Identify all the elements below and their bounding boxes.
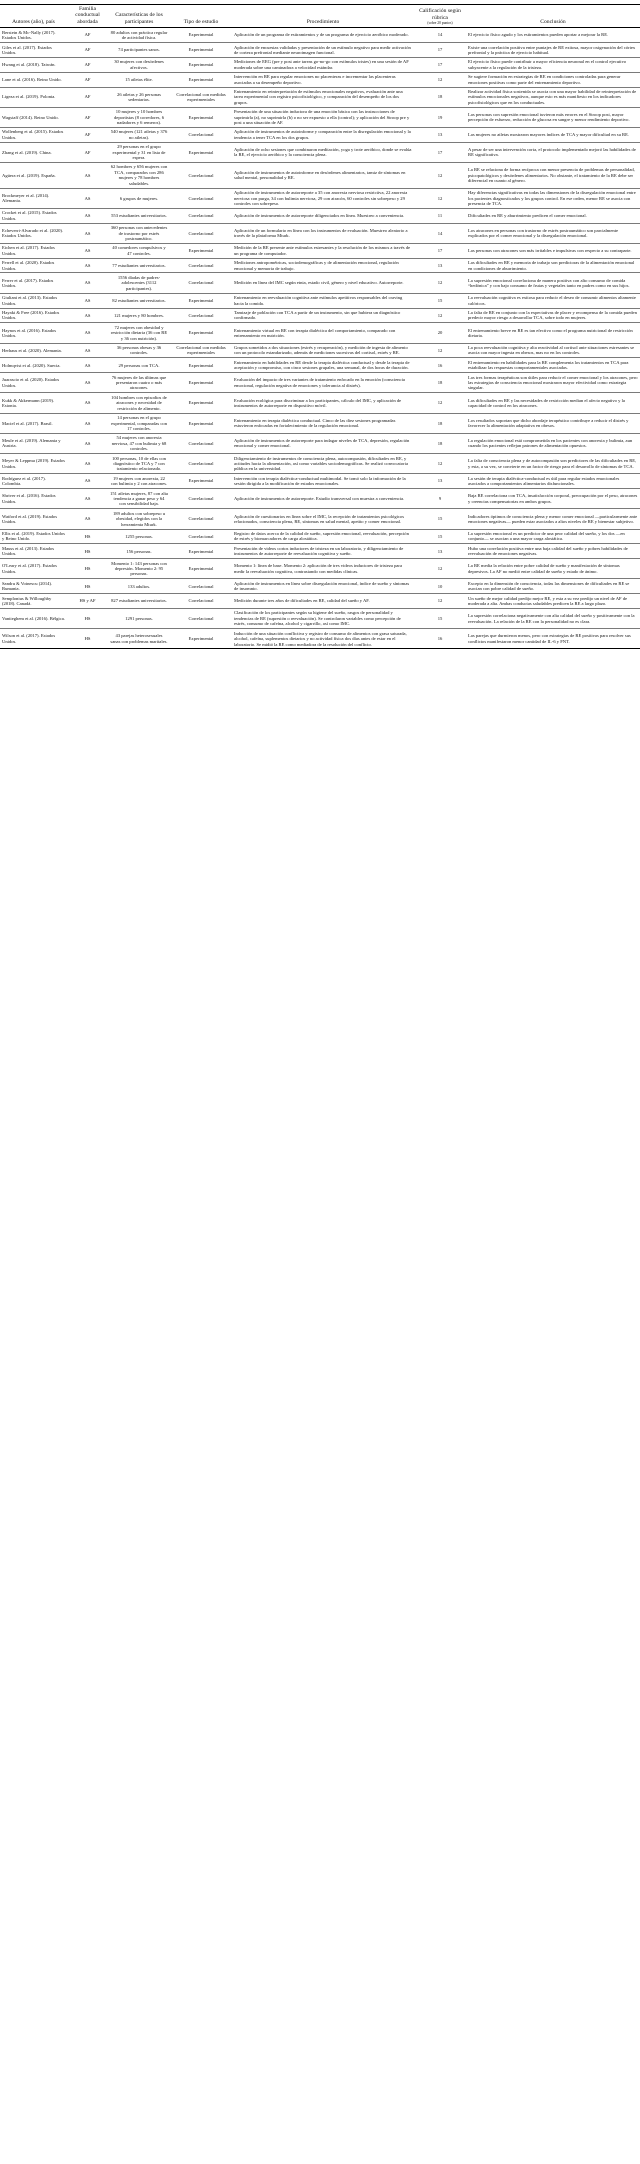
cell-family: AS <box>67 393 108 413</box>
table-row <box>0 28 640 43</box>
cell-study-type: Experimental <box>170 629 232 649</box>
cell-score: 14 <box>414 223 466 243</box>
cell-conclusion: La RE se relaciona de forma recíproca con menor presencia de problemas de personalidad, psicopatológicos y desórdenes alimentarios. No obstante, el tratamiento de la RE debe ser diferencial en cuanto al género. <box>466 162 640 188</box>
cell-authors: Wilson et al. (2017). Estados Unidos. <box>0 629 67 649</box>
header-conclusion: Conclusión <box>466 5 640 28</box>
cell-study-type: Experimental <box>170 72 232 87</box>
cell-family: HS y AF <box>67 594 108 609</box>
cell-score: 9 <box>414 489 466 509</box>
cell-family: AS <box>67 293 108 308</box>
table-row <box>0 544 640 559</box>
cell-family: HS <box>67 579 108 594</box>
cell-conclusion: La supresión emocional es un predictor de una peor calidad del sueño, y los dos —en conjunto— se asocian a una mayor carga alostática. <box>466 529 640 544</box>
cell-procedure: Medición en línea del IMC según etnia, estado civil, género y nivel educativo. Autorreporte. <box>232 273 414 293</box>
table-row <box>0 57 640 72</box>
cell-procedure: Mediciones antropométricas, sociodemográficas y de alimentación emocional, regulación emocional y memoria de trabajo. <box>232 258 414 273</box>
cell-score: 13 <box>414 258 466 273</box>
cell-conclusion: Excepto en la dimensión de consciencia, todas las dimensiones de dificultades en RE se asocian con pobre calidad de sueño. <box>466 579 640 594</box>
table-row <box>0 142 640 162</box>
cell-participants: 540 mujeres (121 atletas y 376 no atletas). <box>108 127 170 142</box>
cell-procedure: Evaluación ecológica para discriminar a los participantes, cálculo del IMC, y aplicación de instrumentos de autorreporte en dispositivo móvil. <box>232 393 414 413</box>
cell-conclusion: Dificultades en RE y aburrimiento predicen el comer emocional. <box>466 208 640 223</box>
cell-study-type: Correlacional <box>170 594 232 609</box>
cell-family: AS <box>67 208 108 223</box>
cell-participants: 77 estudiantes universitarios. <box>108 258 170 273</box>
cell-study-type: Correlacional <box>170 208 232 223</box>
cell-authors: Herhaus et al. (2020). Alemania. <box>0 343 67 358</box>
table-row <box>0 629 640 649</box>
cell-participants: 30 mujeres con desórdenes afectivos. <box>108 57 170 72</box>
cell-study-type: Correlacional <box>170 223 232 243</box>
table-row <box>0 489 640 509</box>
cell-participants: 121 mujeres y 80 hombres. <box>108 308 170 323</box>
cell-conclusion: El ejercicio físico puede contribuir a mayor eficiencia neuronal en el control ejecutivo subyacente a la regulación de la tristeza. <box>466 57 640 72</box>
cell-conclusion: Existe una correlación positiva entre puntajes de RE exitosa, mayor oxigenación del córtex prefrontal y la práctica de ejercicio habitual. <box>466 43 640 58</box>
cell-study-type: Correlacional <box>170 258 232 273</box>
cell-study-type: Correlacional <box>170 162 232 188</box>
cell-procedure: Entrenamiento en reevaluación cognitiva ante estímulos apetitivos responsables del craving hacia la comida. <box>232 293 414 308</box>
cell-family: AF <box>67 127 108 142</box>
cell-procedure: Intervención con terapia dialéctica-conductual multimodal. Se tomó solo la información de la sesión dirigida a la modificación de estados emocionales. <box>232 474 414 489</box>
cell-procedure: Aplicación de instrumentos de autoinforme en desórdenes alimentarios, tamiz de síntomas en salud mental, personalidad y RE. <box>232 162 414 188</box>
cell-family: HS <box>67 544 108 559</box>
cell-family: AF <box>67 142 108 162</box>
cell-participants: 6 grupos de mujeres. <box>108 188 170 208</box>
cell-conclusion: La RE media la relación entre pobre calidad de sueño y manifestación de síntomas depresivos. La AF no medió entre calidad de sueño y estado de ánimo. <box>466 559 640 579</box>
table-row <box>0 529 640 544</box>
cell-participants: 827 estudiantes universitarios. <box>108 594 170 609</box>
cell-authors: Giles et al. (2017). Estados Unidos. <box>0 43 67 58</box>
cell-participants: 80 adultos con práctica regular de actividad física. <box>108 28 170 43</box>
cell-study-type: Experimental <box>170 393 232 413</box>
table-row <box>0 358 640 373</box>
cell-score: 18 <box>414 433 466 453</box>
cell-conclusion: Un sueño de mejor calidad predijo mejor RE, y esta a su vez predijo un nivel de AF de moderada a alta. Ambas conductas saludables predicen la RE a largo plazo. <box>466 594 640 609</box>
cell-study-type: Experimental <box>170 559 232 579</box>
cell-study-type: Experimental <box>170 142 232 162</box>
cell-family: HS <box>67 608 108 628</box>
cell-participants: 72 mujeres con obesidad y restricción dietaria (36 con RE y 36 con nutrición). <box>108 323 170 343</box>
cell-participants: 76 mujeres de las últimas que presentaron cuatro o más atracones. <box>108 373 170 393</box>
cell-participants: Momento 1: 143 personas con depresión. Momento 2: 95 personas. <box>108 559 170 579</box>
cell-family: AF <box>67 87 108 107</box>
cell-family: AS <box>67 474 108 489</box>
cell-participants: 10 mujeres y 10 hombres deportistas (8 corredores, 6 nadadores y 6 remeros). <box>108 107 170 127</box>
cell-conclusion: Indicadores óptimos de consciencia plena y menor comer emocional —particularmente ante emociones negativas— pueden estar asociados a altos niveles de RE y bienestar subjetivo. <box>466 509 640 529</box>
cell-authors: Ferrell et al. (2020). Estados Unidos. <box>0 258 67 273</box>
cell-study-type: Correlacional <box>170 454 232 474</box>
cell-procedure: Registro de datos acerca de la calidad de sueño, supresión emocional, reevaluación, percepción de estrés y biomarcadores de carga alostática. <box>232 529 414 544</box>
cell-participants: 82 estudiantes universitarios. <box>108 293 170 308</box>
cell-score: 10 <box>414 579 466 594</box>
cell-score: 13 <box>414 544 466 559</box>
cell-conclusion: Realizar actividad física sostenida se asocia con una mayor habilidad de reinterpretación de estímulos emocionales negativos, aunque esto es más manifiesto en los indicadores psicofisiológicos que en los conductuales. <box>466 87 640 107</box>
cell-authors: Wagstaff (2014). Reino Unido. <box>0 107 67 127</box>
cell-participants: 1291 personas. <box>108 608 170 628</box>
cell-study-type: Correlacional con medidas experimentales <box>170 343 232 358</box>
cell-authors: Rodríguez et al. (2017). Colombia. <box>0 474 67 489</box>
cell-authors: Ellis et al. (2019). Estados Unidos y Reino Unido. <box>0 529 67 544</box>
header-authors: Autores (año), país <box>0 5 67 28</box>
cell-authors: Giuliani et al. (2013). Estados Unidos. <box>0 293 67 308</box>
cell-procedure: Entrenamiento en terapia dialéctica conductual. Cinco de las diez sesiones programadas estuvieron enfocadas en fortalecimiento de la regulación emocional. <box>232 413 414 433</box>
cell-family: AS <box>67 223 108 243</box>
cell-participants: 43 parejas heterosexuales sanas con problemas maritales. <box>108 629 170 649</box>
cell-score: 17 <box>414 43 466 58</box>
cell-conclusion: Hubo una correlación positiva entre una baja calidad del sueño y pobres habilidades de reevaluación de emociones negativas. <box>466 544 640 559</box>
cell-family: AS <box>67 413 108 433</box>
cell-conclusion: Baja RE correlaciona con TCA, insatisfacción corporal, preocupación por el peso, atracones y creencias compensatorias en ambos grupos. <box>466 489 640 509</box>
cell-score: 15 <box>414 293 466 308</box>
cell-conclusion: Las mujeres no atletas mostraron mayores índices de TCA y mayor dificultad en su RE. <box>466 127 640 142</box>
cell-score: 12 <box>414 188 466 208</box>
cell-authors: Kukk & Akkermann (2019). Estonia. <box>0 393 67 413</box>
cell-procedure: Aplicación de instrumentos en línea sobre disregulación emocional, índice de sueño y síntomas de insomnio. <box>232 579 414 594</box>
table-row <box>0 127 640 142</box>
cell-score: 15 <box>414 529 466 544</box>
cell-participants: 100 personas, 10 de ellas con diagnóstico de TCA y 7 con tratamiento relacionado. <box>108 454 170 474</box>
cell-family: HS <box>67 559 108 579</box>
cell-authors: Shriver et al. (2016). Estados Unidos. <box>0 489 67 509</box>
cell-procedure: Medición durante tres años de dificultades en RE, calidad del sueño y AF. <box>232 594 414 609</box>
cell-family: AS <box>67 258 108 273</box>
cell-family: AF <box>67 107 108 127</box>
cell-authors: Haynos et al. (2016). Estados Unidos. <box>0 323 67 343</box>
cell-authors: Meyer & Leppma (2019). Estados Unidos. <box>0 454 67 474</box>
cell-score: 12 <box>414 454 466 474</box>
cell-conclusion: Los atracones en personas con trastorno de estrés postraumático son parcialmente explicados por el comer emocional y la disregulación emocional. <box>466 223 640 243</box>
cell-score: 12 <box>414 72 466 87</box>
cell-score: 13 <box>414 127 466 142</box>
cell-authors: Berstein & Mc-Nally (2017). Estados Unidos. <box>0 28 67 43</box>
cell-authors: Watford et al. (2019). Estados Unidos. <box>0 509 67 529</box>
cell-procedure: Aplicación de instrumentos de autorreporte para indagar niveles de TCA, depresión, regulación emocional y comer emocional. <box>232 433 414 453</box>
table-row <box>0 579 640 594</box>
cell-participants: 29 personas en el grupo experimental y 31 en lista de espera. <box>108 142 170 162</box>
cell-score: 16 <box>414 358 466 373</box>
table-row <box>0 608 640 628</box>
cell-study-type: Correlacional <box>170 188 232 208</box>
cell-participants: 104 hombres con episodios de atracones y necesidad de restricción de alimento. <box>108 393 170 413</box>
cell-family: HS <box>67 529 108 544</box>
cell-score: 13 <box>414 474 466 489</box>
cell-study-type: Experimental <box>170 107 232 127</box>
cell-score: 16 <box>414 629 466 649</box>
cell-participants: 360 personas con antecedentes de trastorno por estrés postraumático. <box>108 223 170 243</box>
cell-conclusion: La supresión emocional correlaciona de manera positiva con alto consumo de comida “hedónica” y con bajo consumo de frutas y vegetales tanto en padres como en sus hijos. <box>466 273 640 293</box>
cell-participants: 54 mujeres con anorexia nerviosa, 47 con bulimia y 68 controles. <box>108 433 170 453</box>
cell-family: AF <box>67 57 108 72</box>
table-row <box>0 594 640 609</box>
table-row <box>0 373 640 393</box>
cell-score: 11 <box>414 208 466 223</box>
cell-participants: 553 estudiantes universitarios. <box>108 208 170 223</box>
cell-authors: Agüera et al. (2019). España. <box>0 162 67 188</box>
cell-participants: 14 personas en el grupo experimental, comparadas con 17 controles. <box>108 413 170 433</box>
cell-study-type: Experimental <box>170 413 232 433</box>
cell-score: 17 <box>414 57 466 72</box>
cell-score: 12 <box>414 594 466 609</box>
cell-procedure: Entrenamiento virtual en RE con terapia dialéctica del comportamiento, comparado con entrenamiento en nutrición. <box>232 323 414 343</box>
cell-score: 19 <box>414 107 466 127</box>
cell-study-type: Experimental <box>170 474 232 489</box>
cell-procedure: Presentación de videos cortos inductores de tristeza en un laboratorio, y diligenciamiento de instrumentos de autorreporte de reevaluación cognitiva y sueño. <box>232 544 414 559</box>
cell-authors: Brockmeyer et al. (2014). Alemania. <box>0 188 67 208</box>
cell-procedure: Presentación de una situación inductora de una emoción básica con las instrucciones de suprimirla (a), no suprimirla (b) o no ser expuesto a ella (control); y aplicación del Stroop pre y post a una situación de AF. <box>232 107 414 127</box>
table-row <box>0 208 640 223</box>
cell-procedure: Medición de la RE presente ante estímulos estresantes y la resolución de los mismos a través de un programa de computador. <box>232 243 414 258</box>
header-study-type: Tipo de estudio <box>170 5 232 28</box>
cell-score: 12 <box>414 162 466 188</box>
cell-family: HS <box>67 629 108 649</box>
cell-participants: 29 personas con TCA. <box>108 358 170 373</box>
cell-score: 18 <box>414 413 466 433</box>
cell-score: 12 <box>414 559 466 579</box>
table-row <box>0 273 640 293</box>
cell-authors: Zhang et al. (2019). China. <box>0 142 67 162</box>
cell-score: 14 <box>414 28 466 43</box>
cell-study-type: Experimental <box>170 544 232 559</box>
cell-procedure: Aplicación de instrumentos de autorreporte diligenciados en línea. Muestreo a conveniencia. <box>232 208 414 223</box>
cell-authors: Ligeza et al. (2019). Polonia. <box>0 87 67 107</box>
cell-procedure: Diligenciamiento de instrumentos de consciencia plena, autocompasión, dificultades en RE, y actitudes hacia la alimentación, así como variables sociodemográficas. Se realizó convocatoria pública en la universidad. <box>232 454 414 474</box>
cell-study-type: Correlacional <box>170 509 232 529</box>
cell-participants: 74 participantes sanos. <box>108 43 170 58</box>
table-row <box>0 258 640 273</box>
table-row <box>0 223 640 243</box>
cell-authors: Sandru & Voinescu (2014). Rumania. <box>0 579 67 594</box>
cell-family: AS <box>67 373 108 393</box>
cell-procedure: Aplicación de instrumentos de autorreporte a 35 con anorexia nerviosa restrictiva, 22 anorexia nerviosa con purga, 34 con bulimia nerviosa, 29 con atracón, 60 controles sin sobrepeso y 29 controles con sobrepeso. <box>232 188 414 208</box>
cell-authors: Eichen et al. (2017). Estados Unidos. <box>0 243 67 258</box>
cell-conclusion: Las dificultades en RE y las necesidades de restricción median el afecto negativo y la capacidad de control en los atracones. <box>466 393 640 413</box>
table-row <box>0 559 640 579</box>
cell-conclusion: La reevaluación cognitiva es exitosa para reducir el deseo de consumir alimentos altamente calóricos. <box>466 293 640 308</box>
cell-procedure: Aplicación de instrumentos de autorreporte. Estudio transversal con muestra a conveniencia. <box>232 489 414 509</box>
cell-procedure: Mediciones de EEG (pre y post ante tareas go-no-go con estímulos tristes) en una sesión de AF moderada sobre una caminadora a velocidad estándar. <box>232 57 414 72</box>
cell-conclusion: El entrenamiento breve en RE es tan efectivo como el programa nutricional de restricción dietaria. <box>466 323 640 343</box>
header-score-note: (sobre 20 puntos) <box>427 21 453 26</box>
cell-family: AS <box>67 343 108 358</box>
cell-study-type: Experimental <box>170 373 232 393</box>
table-row <box>0 162 640 188</box>
cell-procedure: Inducción de una situación conflictiva y registro de consumo de alimentos con grasa saturada, alcohol, cafeína, suplementos dietarios y no actividad física dos días antes de estar en el laboratorio. Se midió la RE como mediadora de la resolución del conflicto. <box>232 629 414 649</box>
cell-participants: 62 hombres y 656 mujeres con TCA, comparados con 286 mujeres y 78 hombres saludables. <box>108 162 170 188</box>
header-procedure: Procedimiento <box>232 5 414 28</box>
table-row <box>0 72 640 87</box>
cell-family: AS <box>67 509 108 529</box>
cell-procedure: Intervención en RE para regular emociones no placenteras e incrementar las placenteras asociadas a su desempeño deportivo. <box>232 72 414 87</box>
cell-study-type: Correlacional <box>170 489 232 509</box>
table-row <box>0 243 640 258</box>
cell-procedure: Entrenamiento en habilidades en RE desde la terapia dialéctica conductual y desde la terapia de aceptación y compromiso, con cinco sesiones grupales, una semanal, de dos horas de duración. <box>232 358 414 373</box>
cell-conclusion: Las personas con atracones son más irritables e impulsivas con respecto a su contraparte. <box>466 243 640 258</box>
cell-study-type: Experimental <box>170 57 232 72</box>
table-row <box>0 188 640 208</box>
header-family: Familia conductual abordada <box>67 5 108 28</box>
cell-procedure: Tamizaje de población con TCA a partir de un instrumento, sin que hubiera un diagnóstico confirmado. <box>232 308 414 323</box>
cell-authors: Semplonius & Willoughby (2018). Canadá. <box>0 594 67 609</box>
cell-study-type: Experimental <box>170 293 232 308</box>
cell-procedure: Entrenamiento en reinterpretación de estímulos emocionales negativos, evaluación ante una tarea experimental con registro psicofisiológico, y comparación del desempeño de los dos grupos. <box>232 87 414 107</box>
cell-family: AF <box>67 43 108 58</box>
cell-conclusion: El entrenamiento en habilidades para la RE complementa los tratamientos en TCA para estabilizar las respuestas comportamentales asociadas. <box>466 358 640 373</box>
cell-family: AS <box>67 162 108 188</box>
cell-procedure: Clasificación de los participantes según su higiene del sueño, rasgos de personalidad y tendencias de RE (supresión o reevaluación). Se controlaron variables como percepción de estrés, consumo de cafeína, alcohol y cigarrillo, así como IMC. <box>232 608 414 628</box>
table-row <box>0 433 640 453</box>
page <box>0 0 640 649</box>
cell-authors: Hayaki & Free (2016). Estados Unidos. <box>0 308 67 323</box>
table-row <box>0 293 640 308</box>
cell-family: AS <box>67 433 108 453</box>
cell-study-type: Experimental <box>170 43 232 58</box>
cell-family: AS <box>67 358 108 373</box>
cell-study-type: Experimental <box>170 243 232 258</box>
cell-participants: 151 atletas mujeres, 87 con alta tendencia a ganar peso y 64 con sensibilidad baja. <box>108 489 170 509</box>
table-row <box>0 87 640 107</box>
table-body <box>0 28 640 649</box>
cell-study-type: Correlacional <box>170 529 232 544</box>
cell-family: AS <box>67 243 108 258</box>
cell-family: AS <box>67 489 108 509</box>
cell-authors: Ferrer et al. (2017). Estados Unidos. <box>0 273 67 293</box>
table-row <box>0 343 640 358</box>
cell-score: 17 <box>414 243 466 258</box>
table-header <box>0 5 640 28</box>
cell-participants: 133 adultos. <box>108 579 170 594</box>
cell-score: 18 <box>414 373 466 393</box>
cell-conclusion: Las dificultades en RE y memoria de trabajo son predictoras de la alimentación emocional en condiciones de aburrimiento. <box>466 258 640 273</box>
cell-study-type: Correlacional <box>170 433 232 453</box>
table-row <box>0 509 640 529</box>
cell-procedure: Aplicación de un programa de estiramientos y de un programa de ejercicio aeróbico moderado. <box>232 28 414 43</box>
cell-family: AS <box>67 323 108 343</box>
cell-authors: Maciel et al. (2017). Brasil. <box>0 413 67 433</box>
cell-conclusion: Los resultados soportan que dicho abordaje terapéutico contribuye a reducir el distrés y favorecer la alimentación adaptativa en obesos. <box>466 413 640 433</box>
cell-participants: 189 adultos con sobrepeso u obesidad, elegidos con la herramienta Mturk. <box>108 509 170 529</box>
cell-participants: 1556 díadas de padres-adolescentes (3112 participantes). <box>108 273 170 293</box>
table-row <box>0 107 640 127</box>
cell-conclusion: Las personas con supresión emocional tuvieron más errores en el Stroop post, mayor percepción de esfuerzo, reducción de glucosa en sangre y menor rendimiento deportivo. <box>466 107 640 127</box>
cell-participants: 36 personas obesas y 36 controles. <box>108 343 170 358</box>
cell-procedure: Aplicación de cuestionarios en línea sobre el IMC, la recepción de tratamientos psicológicos relacionados, consciencia plena, RE, síntomas en salud mental, apetito y comer emocional. <box>232 509 414 529</box>
table-row <box>0 308 640 323</box>
cell-study-type: Correlacional <box>170 579 232 594</box>
cell-procedure: Grupos sometidos a dos situaciones (estrés y recuperación), y medición de ingesta de alimento con un protocolo estandarizado, además de mediciones sucesivas del cortisol, estrés y RE. <box>232 343 414 358</box>
cell-conclusion: La regulación emocional está comprometida en los pacientes con anorexia y bulimia, aun cuando los pacientes reflejan patrones de alimentación opuestos. <box>466 433 640 453</box>
cell-study-type: Experimental <box>170 358 232 373</box>
cell-authors: Juarascio et al. (2020). Estados Unidos. <box>0 373 67 393</box>
cell-score: 15 <box>414 608 466 628</box>
cell-study-type: Correlacional con medidas experimentales <box>170 87 232 107</box>
cell-participants: 156 personas. <box>108 544 170 559</box>
cell-participants: 26 atletas y 26 personas sedentarias. <box>108 87 170 107</box>
cell-authors: Wollenberg et al. (2015). Estados Unidos. <box>0 127 67 142</box>
cell-study-type: Correlacional <box>170 308 232 323</box>
cell-authors: Hwang et al. (2018). Taiwán. <box>0 57 67 72</box>
cell-authors: Vantieghem et al. (2016). Bélgica. <box>0 608 67 628</box>
header-participants: Características de los participantes <box>108 5 170 28</box>
cell-participants: 19 mujeres con anorexia, 22 con bulimia y 2 con atracones. <box>108 474 170 489</box>
cell-authors: Lane et al. (2016). Reino Unido. <box>0 72 67 87</box>
cell-score: 17 <box>414 142 466 162</box>
cell-study-type: Experimental <box>170 323 232 343</box>
cell-study-type: Correlacional <box>170 127 232 142</box>
cell-participants: 1255 personas. <box>108 529 170 544</box>
cell-score: 18 <box>414 87 466 107</box>
header-score <box>414 5 466 28</box>
cell-conclusion: Se sugiere formación en estrategias de RE en condiciones controladas para generar emociones positivas como parte del entrenamiento deportivo. <box>466 72 640 87</box>
cell-procedure: Aplicación de encuestas validadas y presentación de un estímulo negativo para medir activación de corteza prefrontal mediante neuroimagen funcional. <box>232 43 414 58</box>
cell-procedure: Aplicación de un formulario en línea con los instrumentos de evaluación. Muestreo aleatorio a través de la plataforma Mturk. <box>232 223 414 243</box>
cell-procedure: Evaluación del impacto de tres variantes de tratamiento enfocado en la emoción (consciencia emocional, regulación negativa de emociones y tolerancia al distrés). <box>232 373 414 393</box>
cell-authors: Holmqvist et al. (2020). Suecia. <box>0 358 67 373</box>
cell-family: AS <box>67 188 108 208</box>
cell-family: AF <box>67 28 108 43</box>
table-row <box>0 323 640 343</box>
cell-family: AS <box>67 308 108 323</box>
cell-conclusion: Hay diferencias significativas en todas las dimensiones de la disregulación emocional entre los pacientes diagnosticados y los grupos control. En ese orden, menor RE se asocia con presencia de TCA. <box>466 188 640 208</box>
cell-study-type: Experimental <box>170 28 232 43</box>
table-row <box>0 474 640 489</box>
cell-authors: Meule et al. (2019). Alemania y Austria. <box>0 433 67 453</box>
cell-family: AS <box>67 273 108 293</box>
cell-study-type: Correlacional <box>170 273 232 293</box>
cell-authors: O'Leary et al. (2017). Estados Unidos. <box>0 559 67 579</box>
cell-family: AF <box>67 72 108 87</box>
cell-authors: Crocket et al. (2015). Estados Unidos. <box>0 208 67 223</box>
studies-table <box>0 4 640 649</box>
cell-score: 20 <box>414 323 466 343</box>
table-row <box>0 43 640 58</box>
cell-score: 12 <box>414 393 466 413</box>
table-row <box>0 393 640 413</box>
cell-authors: Mauss et al. (2013). Estados Unidos. <box>0 544 67 559</box>
table-row <box>0 454 640 474</box>
cell-procedure: Aplicación de instrumentos de autoinforme y comparación entre la disregulación emocional y la tendencia a tener TCA en los dos grupos. <box>232 127 414 142</box>
cell-conclusion: La poca reevaluación cognitiva y alta reactividad al cortisol ante situaciones estresantes se asocia con mayor ingesta en obesos, mas no en los controles. <box>466 343 640 358</box>
cell-score: 15 <box>414 509 466 529</box>
cell-conclusion: La supresión correlaciona negativamente con alta calidad del sueño y positivamente con la reevaluación. La relación de la RE con la personalidad no es clara. <box>466 608 640 628</box>
cell-conclusion: La sesión de terapia dialéctica-conductual es útil para regular estados emocionales asociados a comportamientos alimentarios disfuncionales. <box>466 474 640 489</box>
cell-study-type: Correlacional <box>170 608 232 628</box>
cell-conclusion: La falta de RE en conjunto con la expectativas de placer y recompensa de la comida pueden predecir mayor riesgo a desarrollar TCA, sobre todo en mujeres. <box>466 308 640 323</box>
cell-authors: Echeverri-Alvarado et al. (2020). Estados Unidos. <box>0 223 67 243</box>
cell-score: 12 <box>414 343 466 358</box>
cell-score: 12 <box>414 308 466 323</box>
cell-conclusion: Las parejas que durmieron menos, pero con estrategias de RE positivas para resolver sus conflictos manifestaron menor cantidad de IL-6 y FNT. <box>466 629 640 649</box>
header-score-label: Calificación según rúbrica <box>419 8 461 21</box>
table-row <box>0 413 640 433</box>
cell-conclusion: La falta de consciencia plena y de autocompasión son predictores de las dificultades en RE, y esta, a su vez, se convierte en un factor de riesgo para el desarrollo de síntomas de TCA. <box>466 454 640 474</box>
cell-family: AS <box>67 454 108 474</box>
cell-procedure: Aplicación de ocho sesiones que combinaron meditación, yoga y trote aeróbico, donde se evalúa la RE, el ejercicio aeróbico y la consciencia plena. <box>232 142 414 162</box>
cell-procedure: Momento 1: línea de base. Momento 2: aplicación de tres videos inductores de tristeza para medir la reevaluación cognitiva, contrastando con medidas clínicas. <box>232 559 414 579</box>
cell-participants: 15 atletas élite. <box>108 72 170 87</box>
cell-conclusion: Las tres formas terapéuticas son útiles para reducir el comer emocional y los atracones, pero las estrategias de consciencia emocional mostraron mayor efectividad como estrategia singular. <box>466 373 640 393</box>
cell-conclusion: El ejercicio físico agudo y los estiramientos pueden aportar a mejorar la RE. <box>466 28 640 43</box>
cell-conclusion: A pesar de ser una intervención corta, el protocolo implementado mejoró las habilidades de RE significativa. <box>466 142 640 162</box>
cell-score: 12 <box>414 273 466 293</box>
cell-participants: 40 comedores compulsivos y 47 controles. <box>108 243 170 258</box>
